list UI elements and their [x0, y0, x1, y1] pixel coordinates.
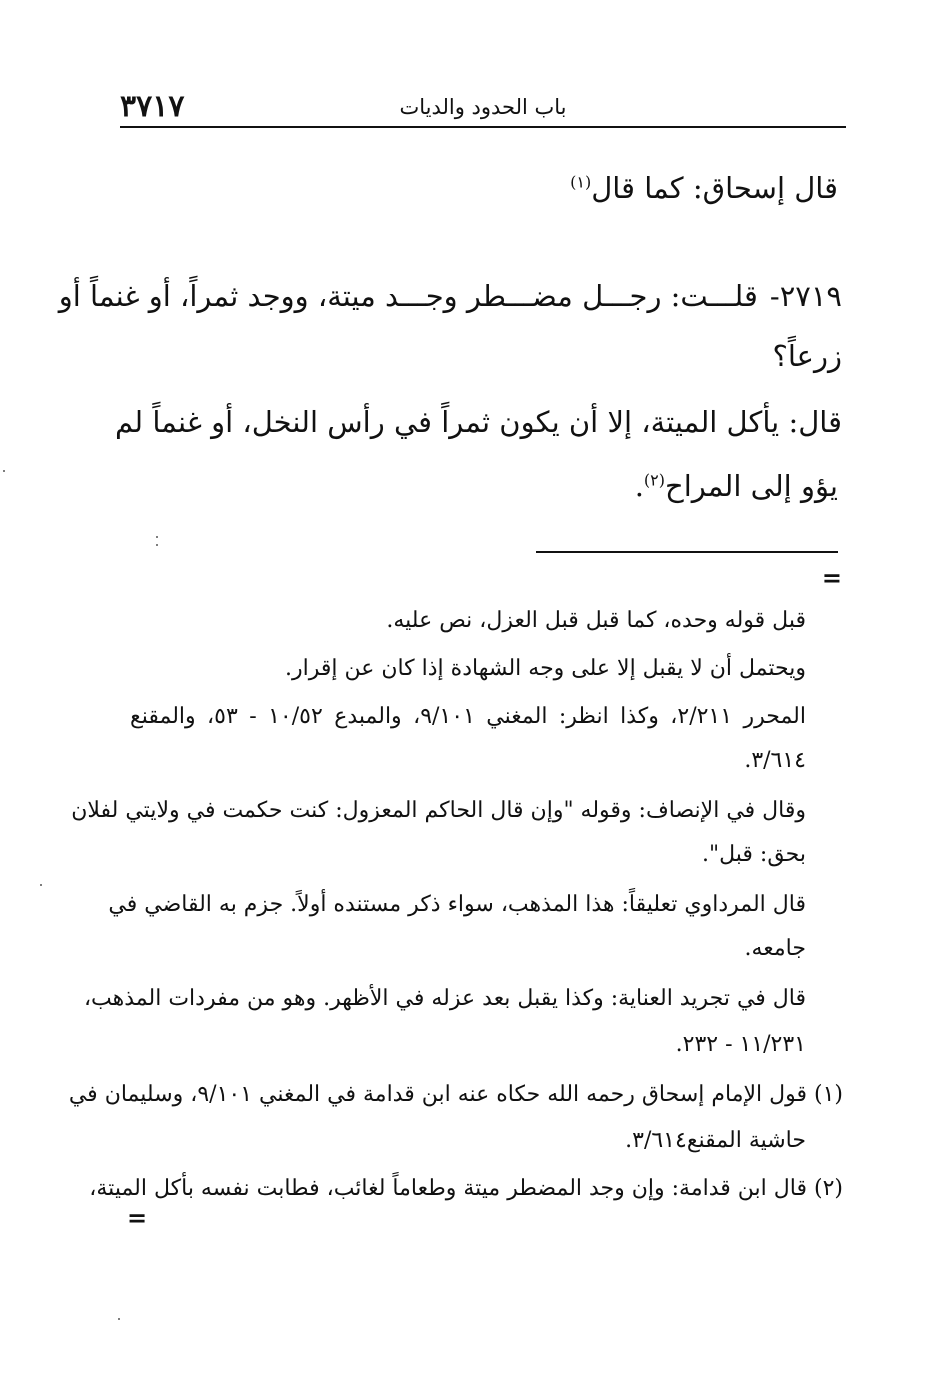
main-line-ishaq — [570, 168, 838, 208]
end-continuation-mark: = — [127, 1203, 148, 1232]
answer-text: يؤو إلى المراح — [665, 469, 838, 503]
footnote-separator — [536, 551, 838, 553]
answer-period: . — [634, 469, 644, 503]
footnote-carry-line: ٣/٦١٤. — [744, 748, 806, 773]
main-text: قال إسحاق: كما قال — [591, 171, 838, 205]
running-title: باب الحدود والديات — [399, 95, 567, 119]
footnote-ref-2: (٢) — [643, 470, 665, 490]
answer-line-1: قال: يأكل الميتة، إلا أن يكون ثمراً في رأس النخل، أو غنماً لم — [114, 405, 842, 439]
item-2719-line-2: زرعاً؟ — [772, 339, 842, 373]
answer-line-2 — [635, 466, 838, 506]
scan-speck — [156, 544, 158, 546]
page-header — [120, 86, 846, 128]
footnote-2-line-1: (٢) قال ابن قدامة: وإن وجد المضطر ميتة وطعاماً لغائب، فطابت نفسه بأكل الميتة، — [89, 1176, 843, 1201]
item-text: قلـــت: رجـــل مضـــطر وجـــد ميتة، ووجد ثمراً، أو غنماً أو — [58, 279, 758, 313]
page-number: ٣٧١٧ — [120, 89, 185, 124]
item-number: ٢٧١٩- — [769, 279, 842, 313]
footnote-carry-line: ويحتمل أن لا يقبل إلا على وجه الشهادة إذا كان عن إقرار. — [284, 656, 806, 681]
footnote-carry-line: بحق: قبل". — [701, 842, 806, 867]
footnote-carry-line: قال المرداوي تعليقاً: هذا المذهب، سواء ذكر مستنده أولاً. جزم به القاضي في — [108, 892, 806, 917]
footnote-1-line-1: (١) قول الإمام إسحاق رحمه الله حكاه عنه ابن قدامة في المغني ٩/١٠١، وسليمان في — [68, 1082, 843, 1107]
footnote-carry-line: ١١/٢٣١ - ٢٣٢. — [675, 1032, 806, 1057]
footnote-carry-line: جامعه. — [744, 936, 806, 961]
footnote-ref-1: (١) — [570, 172, 592, 192]
footnote-carry-line: المحرر ٢/٢١١، وكذا انظر: المغني ٩/١٠١، والمبدع ١٠/٥٢ - ٥٣، والمقنع — [130, 704, 806, 729]
scan-speck — [40, 884, 42, 886]
footnote-carry-line: وقال في الإنصاف: وقوله "وإن قال الحاكم المعزول: كنت حكمت في ولايتي لفلان — [71, 798, 806, 823]
scan-speck — [156, 536, 158, 538]
continuation-mark: = — [821, 563, 842, 592]
scan-speck — [118, 1318, 120, 1320]
scan-speck — [3, 470, 5, 472]
footnote-carry-line: قبل قوله وحده، كما قبل قبل العزل، نص عليه. — [386, 608, 806, 633]
item-2719-line-1 — [59, 276, 842, 316]
footnote-carry-line: قال في تجريد العناية: وكذا يقبل بعد عزله في الأظهر. وهو من مفردات المذهب، — [83, 986, 806, 1011]
footnote-1-line-2: حاشية المقنع٣/٦١٤. — [625, 1128, 806, 1153]
